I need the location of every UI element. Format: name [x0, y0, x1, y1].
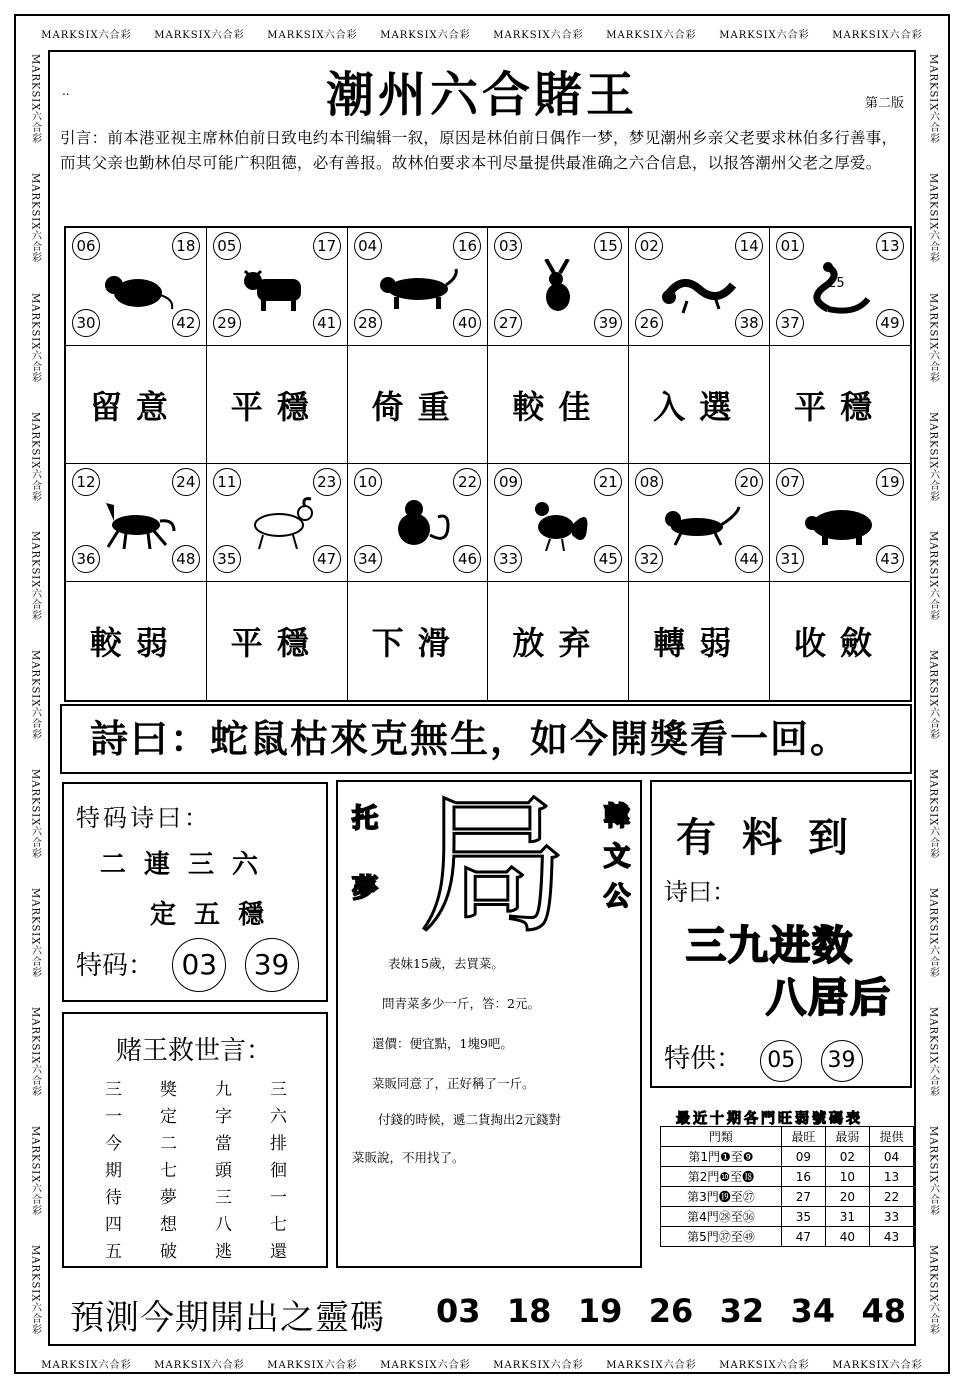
- dwang-char: 待: [105, 1188, 122, 1208]
- prediction-number: 26: [648, 1292, 694, 1330]
- zodiac-animal-row: [66, 464, 910, 582]
- rabbit-icon: [516, 259, 600, 315]
- dwang-char: 破: [160, 1242, 177, 1262]
- monkey-icon: [376, 495, 460, 551]
- zodiac-number: 21: [594, 468, 622, 496]
- zodiac-word: 留意: [66, 346, 207, 464]
- stat-cell: 40: [825, 1227, 869, 1247]
- watermark-text: MARKSIX六合彩: [29, 768, 41, 860]
- table-row: [661, 1207, 914, 1227]
- table-row: [661, 1227, 914, 1247]
- prediction-number: 32: [719, 1292, 765, 1330]
- stat-header-cell: 門類: [661, 1127, 782, 1147]
- watermark-text: MARKSIX六合彩: [927, 54, 939, 145]
- watermark-text: MARKSIX六合彩: [927, 1245, 939, 1336]
- watermark-text: MARKSIX六合彩: [29, 1245, 41, 1336]
- watermark-text: MARKSIX六合彩: [719, 1359, 810, 1371]
- watermark-text: MARKSIX六合彩: [927, 887, 939, 979]
- zodiac-number: 36: [72, 545, 100, 573]
- zodiac-cell: [348, 464, 489, 582]
- stat-cell: 第1門❶至❾: [661, 1147, 782, 1167]
- watermark-bottom: [30, 1352, 934, 1374]
- prediction-number: 34: [790, 1292, 836, 1330]
- dwang-char: 徊: [270, 1161, 287, 1181]
- dwang-char: 九: [215, 1080, 232, 1100]
- dwang-char: 字: [215, 1107, 232, 1127]
- zodiac-cell: [66, 228, 207, 346]
- watermark-text: MARKSIX六合彩: [29, 649, 41, 741]
- watermark-text: MARKSIX六合彩: [154, 29, 245, 41]
- dwang-char: 逃: [215, 1242, 232, 1262]
- stat-cell: 20: [825, 1187, 869, 1207]
- watermark-text: MARKSIX六合彩: [493, 1359, 584, 1371]
- prediction-number: 19: [577, 1292, 623, 1330]
- zodiac-number: 28: [354, 309, 382, 337]
- zodiac-cell: [488, 464, 629, 582]
- dwang-char: 定: [160, 1107, 177, 1127]
- stat-cell: 04: [869, 1147, 913, 1167]
- horse-icon: [94, 495, 178, 551]
- tema-line-1: 二連三六: [100, 850, 277, 880]
- watermark-text: MARKSIX六合彩: [927, 768, 939, 860]
- prediction-number: 48: [861, 1292, 906, 1330]
- zodiac-number: 38: [735, 309, 763, 337]
- zodiac-number: 18: [172, 232, 200, 260]
- zodiac-number: 19: [876, 468, 904, 496]
- prediction-numbers: [436, 1292, 906, 1330]
- zodiac-number: 05: [213, 232, 241, 260]
- rooster-icon: [516, 495, 600, 551]
- zodiac-number: 45: [594, 545, 622, 573]
- zodiac-number: 12: [72, 468, 100, 496]
- stat-cell: 第5門㊲至㊾: [661, 1227, 782, 1247]
- poem-banner: 詩曰：蛇鼠枯來克無生，如今開獎看一回。: [60, 704, 912, 774]
- watermark-text: MARKSIX六合彩: [927, 292, 939, 383]
- zodiac-cell: [770, 228, 910, 346]
- watermark-text: MARKSIX六合彩: [41, 29, 132, 41]
- story-box: [336, 780, 642, 1268]
- zodiac-word: 轉弱: [629, 582, 770, 700]
- watermark-text: MARKSIX六合彩: [29, 1006, 41, 1098]
- zodiac-number: 47: [313, 545, 341, 573]
- header-dots: ..: [62, 84, 70, 98]
- stat-header-cell: 最弱: [825, 1127, 869, 1147]
- dwang-char: 五: [105, 1242, 122, 1262]
- middle-right-char-3: 公: [603, 882, 630, 912]
- zodiac-word-row: [66, 582, 910, 700]
- watermark-text: MARKSIX六合彩: [29, 411, 41, 502]
- story-line-6: 菜販說，不用找了。: [352, 1150, 465, 1165]
- pig-icon: [798, 495, 882, 551]
- dwang-char: 四: [105, 1215, 122, 1235]
- watermark-right: [922, 40, 944, 1350]
- stat-cell: 02: [825, 1147, 869, 1167]
- dragon-icon: [657, 259, 741, 315]
- watermark-text: MARKSIX六合彩: [380, 1359, 471, 1371]
- stat-cell: 16: [781, 1167, 825, 1187]
- stat-table: [660, 1126, 914, 1247]
- stat-cell: 22: [869, 1187, 913, 1207]
- table-row: [661, 1187, 914, 1207]
- dwang-char: 夢: [160, 1188, 177, 1208]
- dwang-char: 排: [270, 1134, 287, 1154]
- zodiac-number: 44: [735, 545, 763, 573]
- page-title: 潮州六合賭王: [325, 67, 638, 123]
- zodiac-number: 08: [635, 468, 663, 496]
- middle-left-char-1: 托: [351, 804, 378, 834]
- watermark-text: MARKSIX六合彩: [606, 1359, 697, 1371]
- watermark-text: MARKSIX六合彩: [380, 29, 471, 41]
- dwang-char: 三: [105, 1080, 122, 1100]
- zodiac-number: 11: [213, 468, 241, 496]
- zodiac-number: 14: [735, 232, 763, 260]
- watermark-text: MARKSIX六合彩: [927, 1006, 939, 1098]
- stat-cell: 第4門㉘至㊱: [661, 1207, 782, 1227]
- watermark-text: MARKSIX六合彩: [267, 1359, 358, 1371]
- dwang-char: 獎: [160, 1080, 177, 1100]
- story-line-5: 付錢的時候，遞二貨掏出2元錢對: [378, 1112, 561, 1127]
- story-line-2: 問青菜多少一斤，答：2元。: [382, 996, 540, 1011]
- dwang-char: 還: [270, 1242, 287, 1262]
- tegong-number-2: 39: [821, 1040, 863, 1082]
- middle-big-char: 局: [418, 780, 569, 954]
- watermark-text: MARKSIX六合彩: [29, 54, 41, 145]
- watermark-text: MARKSIX六合彩: [719, 29, 810, 41]
- zodiac-grid: [64, 226, 912, 702]
- dog-icon: [657, 495, 741, 551]
- zodiac-number: 42: [172, 309, 200, 337]
- right-poem-line-2: 八居后: [766, 975, 892, 1021]
- zodiac-number: 40: [453, 309, 481, 337]
- watermark-text: MARKSIX六合彩: [927, 411, 939, 502]
- zodiac-word-row: [66, 346, 910, 464]
- zodiac-number: 13: [876, 232, 904, 260]
- watermark-text: MARKSIX六合彩: [927, 530, 939, 622]
- right-poem-line-1: 三九进数: [686, 923, 854, 969]
- watermark-text: MARKSIX六合彩: [927, 1126, 939, 1217]
- zodiac-number: 03: [494, 232, 522, 260]
- prediction-label: 預測今期開出之靈碼: [70, 1298, 385, 1338]
- zodiac-number: 39: [594, 309, 622, 337]
- zodiac-number: 31: [776, 545, 804, 573]
- zodiac-number: 10: [354, 468, 382, 496]
- tema-title: 特码诗曰：: [76, 804, 211, 832]
- dwang-grid: [86, 1078, 306, 1265]
- dwang-char: 七: [270, 1215, 287, 1235]
- dwang-char: 二: [160, 1134, 177, 1154]
- tema-line-2: 定五穩: [150, 900, 283, 930]
- ox-icon: [235, 259, 319, 315]
- watermark-text: MARKSIX六合彩: [29, 292, 41, 383]
- zodiac-number: 15: [594, 232, 622, 260]
- zodiac-number: 48: [172, 545, 200, 573]
- zodiac-number: 23: [313, 468, 341, 496]
- zodiac-number: 01: [776, 232, 804, 260]
- zodiac-cell: [629, 228, 770, 346]
- story-line-4: 菜販同意了，正好稱了一斤。: [372, 1076, 535, 1091]
- goat-icon: [235, 495, 319, 551]
- intro-text: 引言：前本港亚视主席林伯前日致电约本刊编辑一叙，原因是林伯前日偶作一梦，梦见潮州乡亲父老要求林伯多行善事，而其父亲也勤林伯尽可能广积阻德，必有善报。故林伯要求本刊尽量提供最准确之六合信息，以报答潮州父老之厚爱。: [60, 129, 898, 172]
- zodiac-word: 平穩: [770, 346, 910, 464]
- watermark-text: MARKSIX六合彩: [41, 1359, 132, 1371]
- prediction-number: 18: [506, 1292, 552, 1330]
- right-headline: 有料到: [676, 815, 874, 861]
- middle-right-char-2: 文: [603, 842, 630, 872]
- zodiac-number: 27: [494, 309, 522, 337]
- stat-cell: 47: [781, 1227, 825, 1247]
- watermark-left: [24, 40, 46, 1350]
- dwang-char: 頭: [215, 1161, 232, 1181]
- zodiac-number: 32: [635, 545, 663, 573]
- right-tegong-row: [664, 1038, 863, 1082]
- zodiac-word: 倚重: [348, 346, 489, 464]
- middle-left-char-2: 夢: [351, 874, 378, 904]
- dwang-char: 今: [105, 1134, 122, 1154]
- watermark-text: MARKSIX六合彩: [154, 1359, 245, 1371]
- zodiac-number: 34: [354, 545, 382, 573]
- tema-number-row: [76, 938, 299, 992]
- story-line-1: 表妹15歲，去買菜。: [388, 956, 504, 971]
- tema-box: [62, 782, 328, 1002]
- stat-cell: 13: [869, 1167, 913, 1187]
- zodiac-word: 下滑: [348, 582, 489, 700]
- zodiac-number: 46: [453, 545, 481, 573]
- rat-icon: [94, 259, 178, 315]
- zodiac-number: 07: [776, 468, 804, 496]
- watermark-text: MARKSIX六合彩: [927, 173, 939, 264]
- stat-cell: 第2門❿至⓲: [661, 1167, 782, 1187]
- dwang-char: 三: [270, 1080, 287, 1100]
- zodiac-number: 17: [313, 232, 341, 260]
- stat-cell: 27: [781, 1187, 825, 1207]
- watermark-text: MARKSIX六合彩: [29, 173, 41, 264]
- snake-inner-number: 25: [828, 276, 845, 291]
- tema-number-2: 39: [245, 938, 299, 992]
- watermark-top: [30, 22, 934, 44]
- table-row: [661, 1147, 914, 1167]
- zodiac-animal-row: [66, 228, 910, 346]
- dwang-char: 當: [215, 1134, 232, 1154]
- dwang-char: 六: [270, 1107, 287, 1127]
- zodiac-number: 41: [313, 309, 341, 337]
- zodiac-word: 較弱: [66, 582, 207, 700]
- watermark-text: MARKSIX六合彩: [832, 1359, 923, 1371]
- dwang-char: 想: [160, 1215, 177, 1235]
- middle-right-char-1: 韓: [603, 802, 630, 832]
- edition-label: 第二版: [864, 96, 904, 111]
- right-box: [650, 780, 912, 1088]
- zodiac-word: 入選: [629, 346, 770, 464]
- zodiac-number: 20: [735, 468, 763, 496]
- dwang-char: 一: [105, 1107, 122, 1127]
- zodiac-cell: [488, 228, 629, 346]
- zodiac-word: 平穩: [207, 582, 348, 700]
- zodiac-number: 49: [876, 309, 904, 337]
- dwang-char: 一: [270, 1188, 287, 1208]
- zodiac-cell: [629, 464, 770, 582]
- zodiac-cell: [207, 464, 348, 582]
- story-line-3: 還價：便宜點，1塊9吧。: [372, 1036, 513, 1051]
- watermark-text: MARKSIX六合彩: [832, 29, 923, 41]
- zodiac-cell: [207, 228, 348, 346]
- watermark-text: MARKSIX六合彩: [606, 29, 697, 41]
- watermark-text: MARKSIX六合彩: [927, 649, 939, 741]
- stat-header-cell: 最旺: [781, 1127, 825, 1147]
- stat-cell: 33: [869, 1207, 913, 1227]
- dwang-char: 期: [105, 1161, 122, 1181]
- zodiac-word: 較佳: [488, 346, 629, 464]
- tegong-number-1: 05: [760, 1040, 802, 1082]
- zodiac-number: 35: [213, 545, 241, 573]
- stat-cell: 第3門⓳至㉗: [661, 1187, 782, 1207]
- zodiac-number: 22: [453, 468, 481, 496]
- zodiac-cell: [348, 228, 489, 346]
- watermark-text: MARKSIX六合彩: [29, 887, 41, 979]
- zodiac-number: 02: [635, 232, 663, 260]
- stat-cell: 43: [869, 1227, 913, 1247]
- stat-cell: 35: [781, 1207, 825, 1227]
- tema-label: 特码：: [76, 951, 155, 981]
- zodiac-number: 24: [172, 468, 200, 496]
- watermark-text: MARKSIX六合彩: [29, 1126, 41, 1217]
- zodiac-word: 收斂: [794, 624, 887, 662]
- zodiac-cell: [770, 464, 910, 582]
- dwang-title: 赌王救世言：: [116, 1036, 273, 1066]
- zodiac-number: 09: [494, 468, 522, 496]
- stat-cell: 09: [781, 1147, 825, 1167]
- zodiac-number: 37: [776, 309, 804, 337]
- zodiac-number: 06: [72, 232, 100, 260]
- zodiac-number: 43: [876, 545, 904, 573]
- dwang-char: 八: [215, 1215, 232, 1235]
- stat-cell: 31: [825, 1207, 869, 1227]
- zodiac-number: 26: [635, 309, 663, 337]
- zodiac-number: 04: [354, 232, 382, 260]
- watermark-text: MARKSIX六合彩: [29, 530, 41, 622]
- tegong-label: 特供：: [664, 1044, 743, 1074]
- zodiac-number: 29: [213, 309, 241, 337]
- zodiac-cell: [66, 464, 207, 582]
- zodiac-number: 30: [72, 309, 100, 337]
- stat-cell: 10: [825, 1167, 869, 1187]
- dwang-box: [62, 1012, 328, 1268]
- zodiac-number: 16: [453, 232, 481, 260]
- zodiac-word: 平穩: [207, 346, 348, 464]
- prediction-number: 03: [436, 1292, 481, 1330]
- zodiac-word: 放弃: [488, 582, 629, 700]
- dwang-char: 七: [160, 1161, 177, 1181]
- dwang-char: 三: [215, 1188, 232, 1208]
- tiger-icon: [376, 259, 460, 315]
- table-row: [661, 1167, 914, 1187]
- right-poem-label: 诗曰：: [664, 878, 736, 906]
- stat-header-cell: 提供: [869, 1127, 913, 1147]
- watermark-text: MARKSIX六合彩: [493, 29, 584, 41]
- watermark-text: MARKSIX六合彩: [267, 29, 358, 41]
- stat-header-row: [661, 1127, 914, 1147]
- stat-table-title: 最近十期各門旺弱號碼表: [676, 1111, 863, 1127]
- zodiac-number: 33: [494, 545, 522, 573]
- tema-number-1: 03: [172, 938, 226, 992]
